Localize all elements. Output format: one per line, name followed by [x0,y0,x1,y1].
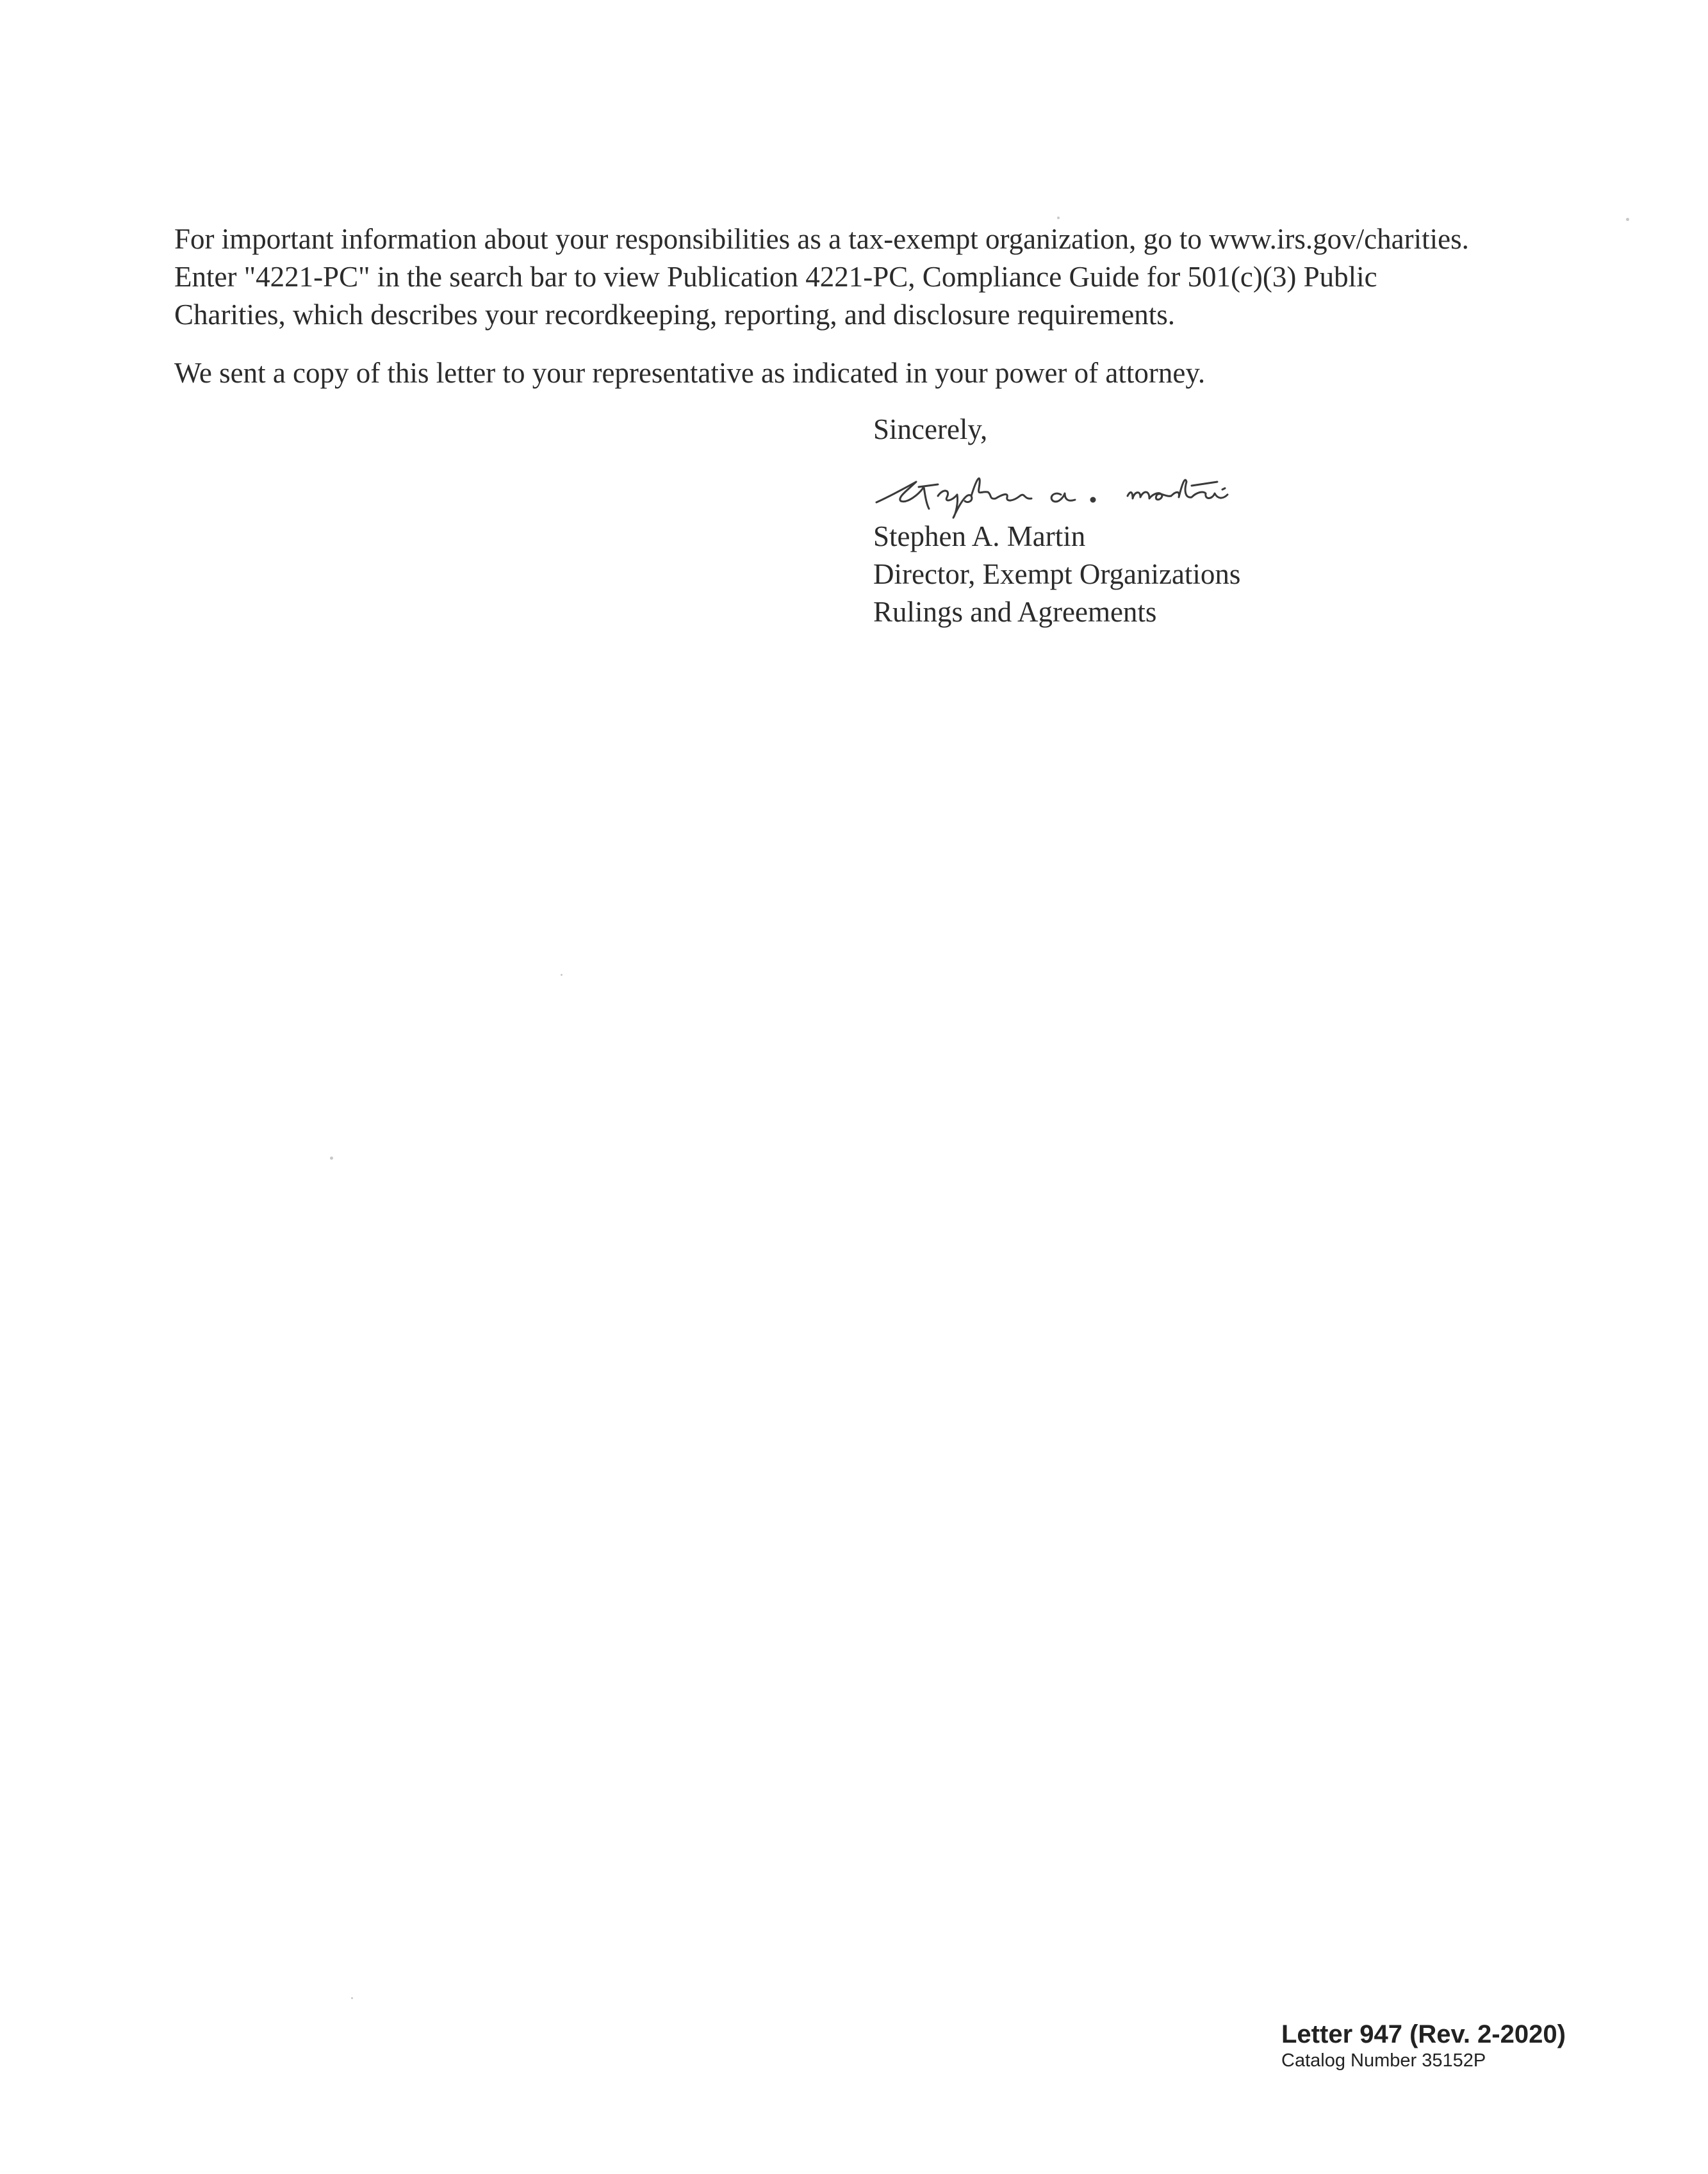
scan-speck [351,1997,353,1999]
paragraph-line: For important information about your responsibilities as a tax-exempt organization, go to www.irs.gov/charities. [174,223,1469,255]
paragraph-line: Charities, which describes your recordkeeping, reporting, and disclosure requirements. [174,299,1176,331]
signer-office: Rulings and Agreements [873,596,1157,628]
signer-name: Stephen A. Martin [873,520,1086,552]
scan-speck [1057,217,1060,219]
closing-salutation: Sincerely, [873,413,988,445]
signer-title: Director, Exempt Organizations [873,558,1241,590]
paragraph-line: Enter "4221-PC" in the search bar to view Publication 4221-PC, Compliance Guide for 501(c)(3) Public [174,261,1377,293]
scan-speck [330,1157,333,1160]
handwritten-signature [871,456,1249,520]
copy-notice-paragraph: We sent a copy of this letter to your representative as indicated in your power of attorney. [174,357,1206,389]
form-footer [1281,2020,1640,2072]
form-revision-label: Letter 947 (Rev. 2-2020) [1281,2020,1566,2048]
catalog-number: Catalog Number 35152P [1281,2050,1486,2071]
scan-speck [561,974,562,976]
responsibilities-paragraph [174,220,1590,334]
scan-speck [1626,218,1629,221]
